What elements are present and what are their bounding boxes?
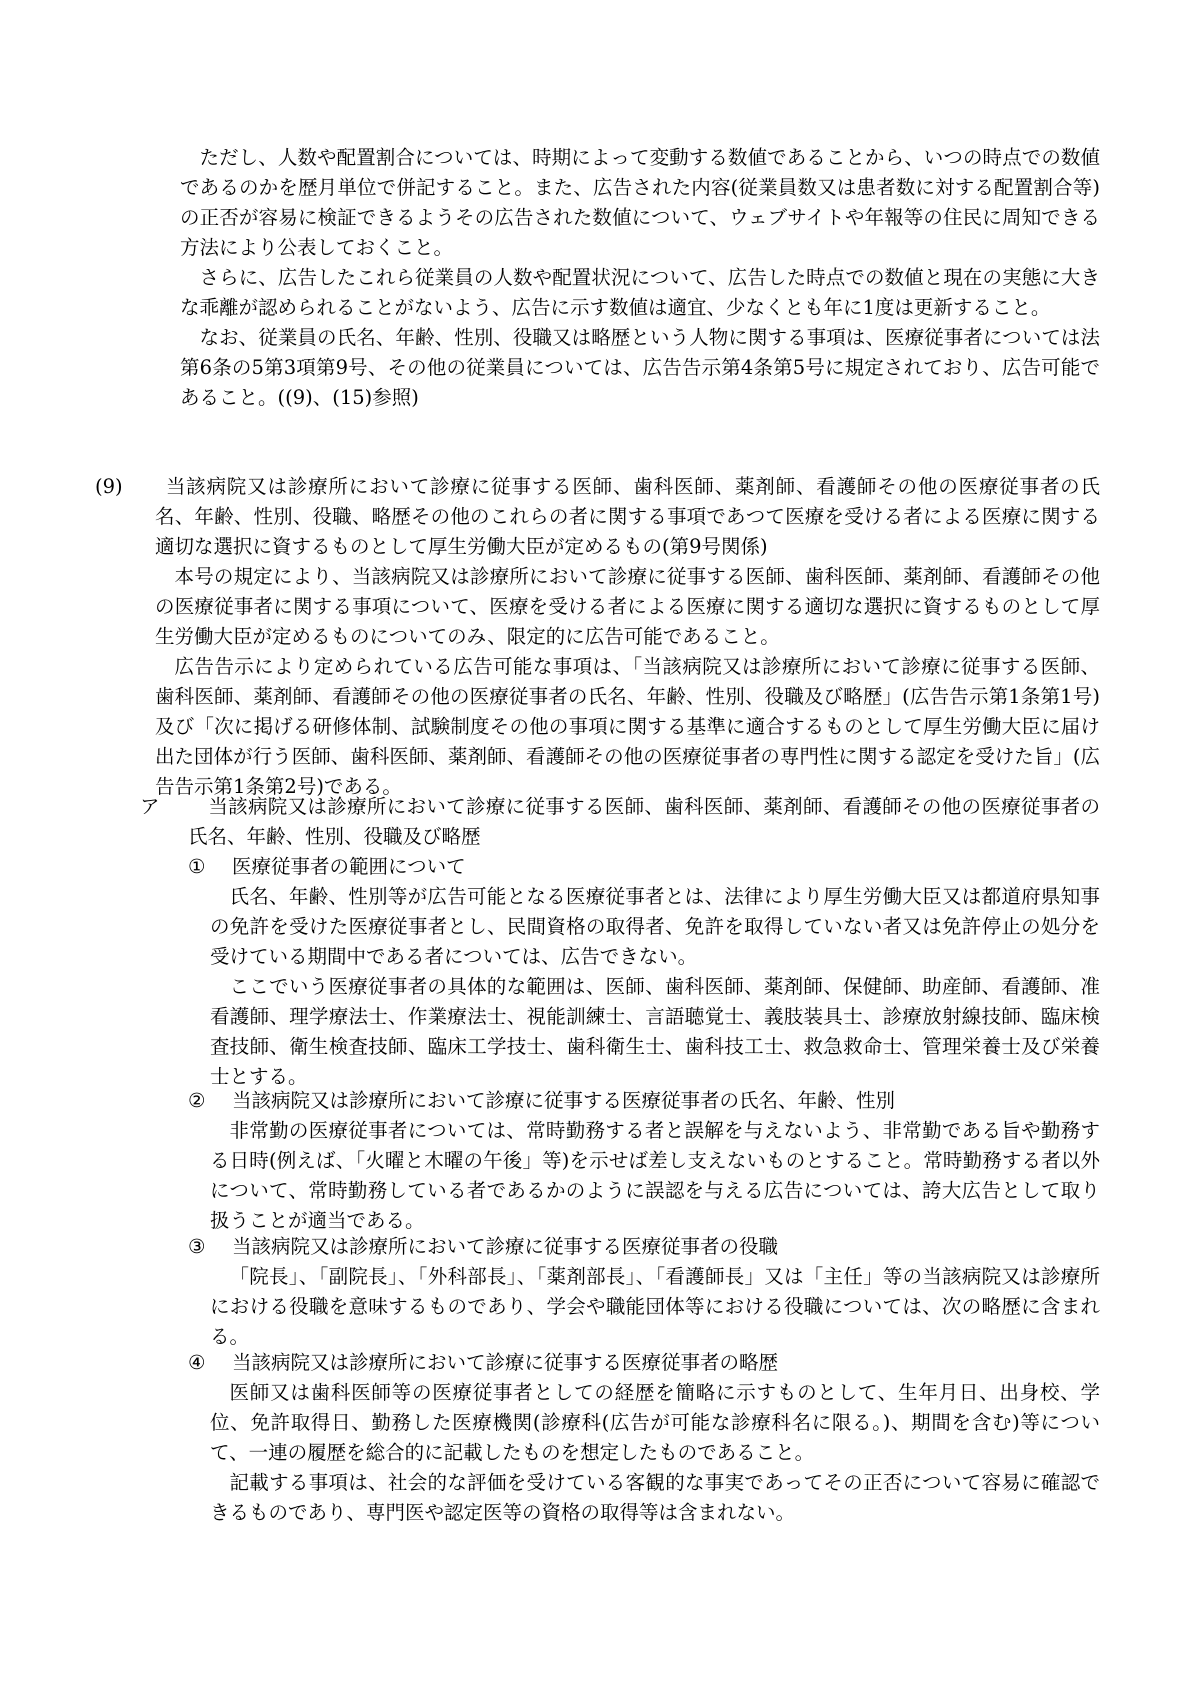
item-a	[0, 792, 1181, 852]
subitem-marker: ②	[188, 1089, 206, 1112]
subitem-3	[0, 1232, 1181, 1352]
subitem-heading	[188, 1348, 1100, 1378]
paragraph: ただし、人数や配置割合については、時期によって変動する数値であることから、いつの時点での数値であるのかを歴月単位で併記すること。また、広告された内容(従業員数又は患者数に対する配置割合等)の正否が容易に検証できるようその広告された数値について、ウェブサイトや年報等の住民に周知できる方法により公表しておくこと。	[180, 146, 1100, 259]
section-heading	[95, 472, 1100, 562]
paragraph: 氏名、年齢、性別等が広告可能となる医療従事者とは、法律により厚生労働大臣又は都道府県知事の免許を受けた医療従事者とし、民間資格の取得者、免許を取得していない者又は免許停止の処分を受けている期間中である者については、広告できない。	[210, 885, 1100, 968]
paragraph: 本号の規定により、当該病院又は診療所において診療に従事する医師、歯科医師、薬剤師、看護師その他の医療従事者に関する事項について、医療を受ける者による医療に関する適切な選択に資するものとして厚生労働大臣が定めるものについてのみ、限定的に広告可能であること。	[155, 565, 1100, 648]
subitem-heading	[188, 852, 1100, 882]
subitem-1	[0, 852, 1181, 1092]
subitem-heading	[188, 1232, 1100, 1262]
section-9	[0, 472, 1181, 802]
paragraph: 広告告示により定められている広告可能な事項は、「当該病院又は診療所において診療に従事する医師、歯科医師、薬剤師、看護師その他の医療従事者の氏名、年齢、性別、役職及び略歴」(広告告示第1条第1号)及び「次に掲げる研修体制、試験制度その他の事項に関する基準に適合するものとして厚生労働大臣に届け出た団体が行う医師、歯科医師、薬剤師、看護師その他の医療従事者の専門性に関する認定を受けた旨」(広告告示第1条第2号)である。	[155, 655, 1100, 798]
item-marker: ア	[140, 795, 160, 818]
subitem-heading-text: 当該病院又は診療所において診療に従事する医療従事者の役職	[232, 1235, 779, 1258]
subitem-marker: ④	[188, 1351, 206, 1374]
subitem-heading-text: 医療従事者の範囲について	[232, 855, 466, 878]
subitem-heading-text: 当該病院又は診療所において診療に従事する医療従事者の氏名、年齢、性別	[232, 1089, 896, 1112]
item-heading-text: 当該病院又は診療所において診療に従事する医師、歯科医師、薬剤師、看護師その他の医療従事者の氏名、年齢、性別、役職及び略歴	[188, 795, 1100, 848]
paragraph: ここでいう医療従事者の具体的な範囲は、医師、歯科医師、薬剤師、保健師、助産師、看護師、准看護師、理学療法士、作業療法士、視能訓練士、言語聴覚士、義肢装具士、診療放射線技師、臨床検査技師、衛生検査技師、臨床工学技士、歯科衛生士、歯科技工士、救急救命士、管理栄養士及び栄養士とする。	[210, 975, 1100, 1088]
subitem-marker: ①	[188, 855, 206, 878]
section-number: (9)	[95, 475, 123, 498]
subitem-4	[0, 1348, 1181, 1528]
subitem-marker: ③	[188, 1235, 206, 1258]
paragraph: なお、従業員の氏名、年齢、性別、役職又は略歴という人物に関する事項は、医療従事者については法第6条の5第3項第9号、その他の従業員については、広告告示第4条第5号に規定されており、広告可能であること。((9)、(15)参照)	[180, 326, 1100, 409]
paragraph: 医師又は歯科医師等の医療従事者としての経歴を簡略に示すものとして、生年月日、出身校、学位、免許取得日、勤務した医療機関(診療科(広告が可能な診療科名に限る。)、期間を含む)等について、一連の履歴を総合的に記載したものを想定したものであること。	[210, 1381, 1100, 1464]
continuation-block	[0, 143, 1181, 413]
paragraph: さらに、広告したこれら従業員の人数や配置状況について、広告した時点での数値と現在の実態に大きな乖離が認められることがないよう、広告に示す数値は適宜、少なくとも年に1度は更新すること。	[180, 266, 1100, 319]
subitem-heading-text: 当該病院又は診療所において診療に従事する医療従事者の略歴	[232, 1351, 779, 1374]
subitem-heading	[188, 1086, 1100, 1116]
paragraph: 「院長」、「副院長」、「外科部長」、「薬剤部長」、「看護師長」又は「主任」等の当該病院又は診療所における役職を意味するものであり、学会や職能団体等における役職については、次の略歴に含まれる。	[210, 1265, 1100, 1348]
section-heading-text: 当該病院又は診療所において診療に従事する医師、歯科医師、薬剤師、看護師その他の医療従事者の氏名、年齢、性別、役職、略歴その他のこれらの者に関する事項であつて医療を受ける者による医療に関する適切な選択に資するものとして厚生労働大臣が定めるもの(第9号関係)	[155, 475, 1100, 558]
paragraph: 記載する事項は、社会的な評価を受けている客観的な事実であってその正否について容易に確認できるものであり、専門医や認定医等の資格の取得等は含まれない。	[210, 1471, 1100, 1524]
subitem-2	[0, 1086, 1181, 1236]
paragraph: 非常勤の医療従事者については、常時勤務する者と誤解を与えないよう、非常勤である旨や勤務する日時(例えば、「火曜と木曜の午後」等)を示せば差し支えないものとすること。常時勤務する者以外について、常時勤務している者であるかのように誤認を与える広告については、誇大広告として取り扱うことが適当である。	[210, 1119, 1100, 1232]
item-heading	[140, 792, 1100, 852]
